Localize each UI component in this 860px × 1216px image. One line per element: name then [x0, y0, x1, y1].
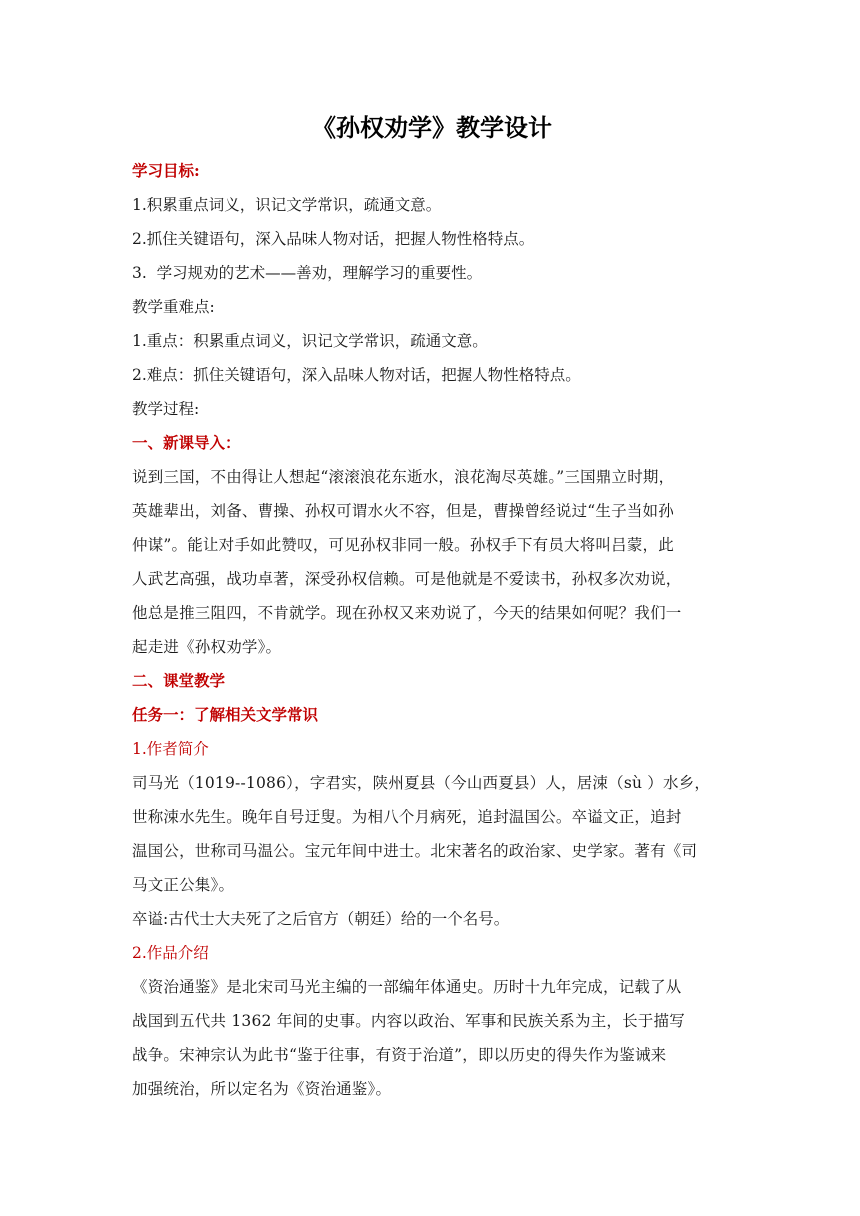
paragraph-line: 战争。宋神宗认为此书“鉴于往事，有资于治道”，即以历史的得失作为鉴诫来 — [132, 1046, 667, 1064]
process-heading: 教学过程: — [132, 400, 200, 418]
paragraph-line: 英雄辈出，刘备、曹操、孙权可谓水火不容，但是，曹操曾经说过“生子当如孙 — [132, 502, 674, 520]
work-paragraph — [132, 970, 732, 1106]
section2-heading: 二、课堂教学 — [132, 671, 226, 690]
paragraph-line: 温国公，世称司马温公。宝元年间中进士。北宋著名的政治家、史学家。著有《司 — [132, 842, 698, 860]
difficulty-item: 1.重点：积累重点词义，识记文学常识，疏通文意。 — [132, 332, 488, 350]
goal-item: 3. 学习规劝的艺术——善劝，理解学习的重要性。 — [132, 264, 483, 282]
task1-heading: 任务一：了解相关文学常识 — [132, 705, 319, 724]
document-title: 《孙权劝学》教学设计 — [312, 113, 552, 142]
work-heading: 2.作品介绍 — [132, 944, 209, 962]
difficulty-item: 2.难点：抓住关键语句，深入品味人物对话，把握人物性格特点。 — [132, 366, 581, 384]
paragraph-line: 司马光（1019--1086），字君实，陕州夏县（今山西夏县）人，居涑（sù ）水乡， — [132, 774, 711, 792]
goals-heading: 学习目标: — [132, 161, 200, 180]
intro-paragraph — [132, 460, 732, 664]
author-heading: 1.作者简介 — [132, 740, 209, 758]
paragraph-line: 仲谋”。能让对手如此赞叹，可见孙权非同一般。孙权手下有员大将叫吕蒙，此 — [132, 536, 674, 554]
paragraph-line: 世称涑水先生。晚年自号迂叟。为相八个月病死，追封温国公。卒谥文正，追封 — [132, 808, 682, 826]
author-paragraph — [132, 766, 732, 902]
difficulties-heading: 教学重难点: — [132, 298, 215, 316]
paragraph-line: 《资治通鉴》是北宋司马光主编的一部编年体通史。历时十九年完成，记载了从 — [132, 978, 682, 996]
paragraph-line: 马文正公集》。 — [132, 876, 235, 894]
document-page — [132, 108, 732, 1106]
paragraph-line: 他总是推三阻四，不肯就学。现在孙权又来劝说了，今天的结果如何呢？我们一 — [132, 604, 682, 622]
goal-item: 1.积累重点词义，识记文学常识，疏通文意。 — [132, 196, 442, 214]
goal-item: 2.抓住关键语句，深入品味人物对话，把握人物性格特点。 — [132, 230, 535, 248]
paragraph-line: 说到三国，不由得让人想起“滚滚浪花东逝水，浪花淘尽英雄。”三国鼎立时期， — [132, 468, 675, 486]
section1-heading: 一、新课导入： — [132, 433, 241, 452]
paragraph-line: 战国到五代共 1362 年间的史事。内容以政治、军事和民族关系为主，长于描写 — [132, 1012, 685, 1030]
paragraph-line: 起走进《孙权劝学》。 — [132, 638, 282, 656]
author-note: 卒谥:古代士大夫死了之后官方（朝廷）给的一个名号。 — [132, 910, 510, 928]
paragraph-line: 人武艺高强，战功卓著，深受孙权信赖。可是他就是不爱读书，孙权多次劝说， — [132, 570, 682, 588]
paragraph-line: 加强统治，所以定名为《资治通鉴》。 — [132, 1080, 392, 1098]
